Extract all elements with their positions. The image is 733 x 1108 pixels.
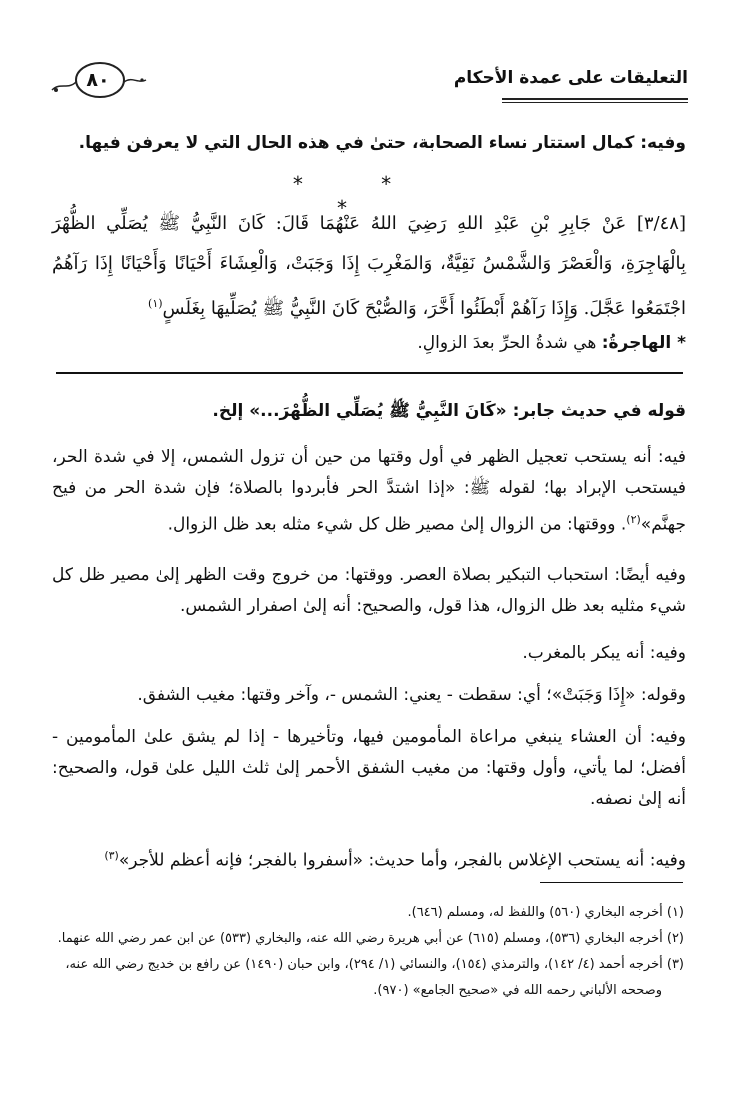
- commentary-para-fajr: [52, 840, 686, 877]
- commentary-para-fajr-text: وفيه: أنه يستحب الإغلاس بالفجر، وأما حديث: «أسفروا بالفجر؛ فإنه أعظم للأجر»: [118, 850, 686, 871]
- commentary-para-asr: وفيه أيضًا: استحباب التبكير بصلاة العصر. ووقتها: من خروج وقت الظهر إلىٰ مصير ظل كل شيء مثليه بعد ظل الزوال، هذا قول، والصحيح: أنه إلىٰ اصفرار الشمس.: [52, 565, 686, 616]
- footnote-ref-3: (٣): [104, 849, 119, 862]
- running-title: التعليقات على عمدة الأحكام: [453, 68, 688, 88]
- gloss-line: [52, 328, 686, 359]
- footnote-3-continued: وصححه الألباني رحمه الله في «صحيح الجامع» (٩٧٠).: [373, 983, 662, 998]
- commentary-para-zuhr-text: فيه: أنه يستحب تعجيل الظهر في أول وقتها من حين أن تزول الشمس، إلا في شدة الحر، فيستحب الإبراد بها؛ لقوله ﷺ: «إذا اشتدَّ الحر فأبردوا بالصلاة؛ فإن شدة الحر من فيح جهنَّم»: [52, 447, 686, 535]
- intro-line: وفيه: كمال استتار نساء الصحابة، حتىٰ في هذه الحال التي لا يعرفن فيها.: [78, 133, 686, 153]
- section-separator: * * *: [292, 172, 428, 220]
- footnote-1: (١) أخرجه البخاري (٥٦٠) واللفظ له، ومسلم (٦٤٦).: [407, 905, 684, 920]
- commentary-heading: قوله في حديث جابر: «كَانَ النَّبِيُّ ﷺ يُصَلِّي الظُّهْرَ...» إلخ.: [212, 401, 686, 421]
- commentary-para-zuhr-end: . ووقتها: من الزوال إلىٰ مصير ظل كل شيء مثله بعد ظل الزوال.: [167, 514, 627, 535]
- page-number: ٨٠: [86, 69, 110, 91]
- header-rule: [502, 98, 688, 100]
- commentary-para-zuhr: [52, 442, 686, 541]
- gloss-text: هي شدةُ الحرِّ بعدَ الزوالِ.: [417, 333, 597, 353]
- footnote-divider: [540, 882, 683, 883]
- page-header: [48, 58, 688, 106]
- main-divider: [56, 372, 683, 374]
- hadith-body: [٣/٤٨] عَنْ جَابِرِ بْنِ عَبْدِ اللهِ رَضِيَ اللهُ عَنْهُمَا قَالَ: كَانَ النَّبِيُّ ﷺ يُصَلِّي الظُّهْرَ بِالْهَاجِرَةِ، وَالْعَصْرَ وَالشَّمْسُ نَقِيَّةٌ، وَالمَغْرِبَ إِذَا وَجَبَتْ، وَالْعِشَاءَ أَحْيَانًا وَأَحْيَانًا إِذَا رَآهُمُ اجْتَمَعُوا عَجَّلَ. وَإِذَا رَآهُمْ أَبْطَئُوا أَخَّرَ، وَالصُّبْحَ كَانَ النَّبِيُّ ﷺ يُصَلِّيهَا بِغَلَسٍ: [52, 213, 686, 319]
- footnote-ref-2: (٢): [626, 513, 641, 526]
- footnote-3: (٣) أخرجه أحمد (٤/ ١٤٢)، والترمذي (١٥٤)، والنسائي (١/ ٢٩٤)، وابن حبان (١٤٩٠) عن رافع بن خديج رضي الله عنه،: [65, 957, 684, 972]
- commentary-para-maghrib: وفيه: أنه يبكر بالمغرب.: [522, 643, 686, 663]
- footnote-2: (٢) أخرجه البخاري (٥٣٦)، ومسلم (٦١٥) عن أبي هريرة رضي الله عنه، والبخاري (٥٣٣) عن ابن عمر رضي الله عنهما.: [57, 931, 684, 946]
- page-number-ornament: [48, 60, 148, 100]
- footnote-ref-1: (١): [148, 297, 163, 310]
- header-rule-thin: [502, 102, 688, 103]
- commentary-para-isha: وفيه: أن العشاء ينبغي مراعاة المأمومين فيها، وتأخيرها - إذا لم يشق علىٰ المأمومين - أفضل؛ لما يأتي، وأول وقتها: من مغيب الشفق الأحمر إلىٰ ثلث الليل علىٰ قول، والصحيح: أنه إلىٰ نصفه.: [52, 727, 686, 809]
- commentary-para-wajabat: وقوله: «إِذَا وَجَبَتْ»؛ أي: سقطت - يعني: الشمس -، وآخر وقتها: مغيب الشفق.: [137, 685, 686, 705]
- gloss-label: * الهاجرةُ:: [601, 333, 686, 353]
- hadith-text: [52, 204, 686, 329]
